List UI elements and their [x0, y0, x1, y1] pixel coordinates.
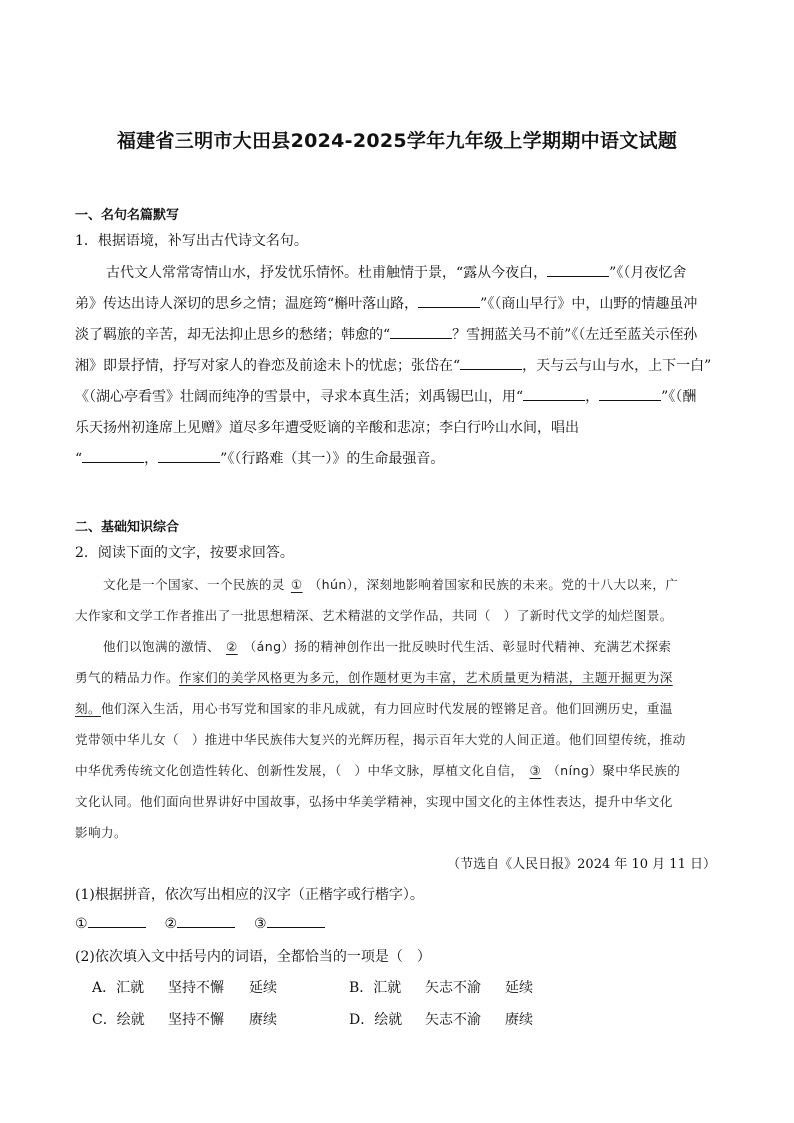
- section-heading-1: 一、名句名篇默写: [75, 208, 180, 223]
- text-segment: 《（湖心亭看雪》壮阔而纯净的雪景中，寻求本真生活；刘禹锡巴山，用“: [75, 389, 524, 405]
- text-segment: ？雪拥蓝关马不前”《（左迁至蓝关示侄孙: [452, 327, 698, 343]
- passage-line: 党带领中华儿女（ ）推进中华民族伟大复兴的光辉历程，揭示百年大党的人间正道。他们回望传统，推动: [75, 732, 686, 747]
- blank-marker-1[interactable]: ①: [290, 577, 303, 592]
- question-2: 2．阅读下面的文字，按要求回答。: [75, 545, 294, 561]
- passage-line: [75, 324, 697, 344]
- passage-line: 影响力。: [75, 825, 127, 840]
- text-segment: （níng）聚中华民族的: [547, 763, 681, 778]
- text-segment: 古代文人常常寄情山水，抒发忧乐情怀。杜甫触情于景，“露从今夜白，: [106, 265, 548, 281]
- text-segment: （áng）扬的精神创作出一批反映时代生活、彰显时代精神、充满艺术探索: [243, 639, 672, 654]
- text-segment: ”《（月夜忆舍: [609, 265, 687, 281]
- passage-line: 大作家和文学工作者推出了一批思想精深、艺术精湛的文学作品，共同（ ）了新时代文学的灿烂图景。: [75, 608, 673, 623]
- passage-line: 乐天扬州初逢席上见赠》道尽多年遭受贬谪的辛酸和悲凉；李白行吟山水间，唱出: [75, 420, 579, 436]
- passage-line: 文化认同。他们面向世界讲好中国故事，弘扬中华美学精神，实现中国文化的主体性表达，提升中华文化: [75, 794, 673, 809]
- blank-marker-3[interactable]: ③: [529, 763, 542, 778]
- answer-blank[interactable]: [390, 326, 452, 339]
- passage-line: [75, 293, 697, 313]
- option-c-word2: 坚持不懈: [168, 1012, 224, 1028]
- option-b-word3: 延续: [505, 980, 533, 996]
- answer-blank-1[interactable]: [88, 915, 146, 928]
- answer-blank-3[interactable]: [267, 915, 325, 928]
- answer-blank[interactable]: [158, 450, 220, 463]
- text-segment: 淡了羁旅的辛苦，却无法抑止思乡的愁绪；韩愈的“: [75, 327, 391, 343]
- answer-row: [75, 915, 325, 932]
- sub-question-2: (2)依次填入文中括号内的词语，全都恰当的一项是（ ）: [75, 949, 431, 965]
- section-heading-2: 二、基础知识综合: [75, 520, 180, 535]
- answer-blank-2[interactable]: [177, 915, 235, 928]
- text-segment: 他们深入生活，用心书写党和国家的非凡成就，有力回应时代发展的铿锵足音。他们回溯历史，重温: [101, 701, 673, 716]
- source-citation: （节选自《人民日报》2024 年 10 月 11 日）: [447, 857, 716, 872]
- text-segment: （hún），深刻地影响着国家和民族的未来。党的十八大以来，广: [308, 577, 679, 592]
- mark-1: ①: [75, 916, 88, 932]
- text-segment: ，: [144, 451, 159, 467]
- question-1: 1．根据语境，补写出古代诗文名句。: [75, 233, 308, 249]
- passage-line: [103, 636, 671, 655]
- text-segment: ”《（酬: [661, 389, 697, 405]
- page-title: 福建省三明市大田县2024-2025学年九年级上学期期中语文试题: [116, 130, 678, 152]
- text-segment: ，: [585, 389, 600, 405]
- answer-blank[interactable]: [523, 388, 585, 401]
- text-segment: 中华优秀传统文化创造性转化、创新性发展，（ ）中华文脉，厚植文化自信，: [75, 763, 524, 778]
- text-segment: “: [75, 451, 83, 467]
- option-b-word2: 矢志不渝: [425, 980, 481, 996]
- passage-line: [103, 574, 678, 593]
- text-segment: 湘》即景抒情，抒写对家人的眷恋及前途未卜的忧虑；张岱在“: [75, 358, 461, 374]
- option-a-word3: 延续: [249, 980, 277, 996]
- text-segment: ”《（商山早行》中，山野的情趣虽冲: [480, 296, 698, 312]
- option-c[interactable]: C．绘就: [92, 1012, 145, 1028]
- passage-line: [75, 760, 680, 779]
- passage-line: [75, 355, 711, 375]
- text-segment: 弟》传达出诗人深切的思乡之情；温庭筠“槲叶落山路，: [75, 296, 419, 312]
- option-a-word2: 坚持不懈: [168, 980, 224, 996]
- option-d[interactable]: D．绘就: [349, 1012, 403, 1028]
- answer-blank[interactable]: [460, 357, 522, 370]
- answer-blank[interactable]: [547, 264, 609, 277]
- text-segment: 他们以饱满的激情、: [103, 639, 220, 654]
- option-a[interactable]: A．汇就: [92, 980, 145, 996]
- answer-blank[interactable]: [82, 450, 144, 463]
- mark-2: ②: [164, 916, 178, 932]
- passage-line: [75, 448, 444, 468]
- passage-line: [75, 698, 673, 717]
- mark-3: ③: [253, 916, 267, 932]
- underlined-sentence: 作家们的美学风格更为多元，创作题材更为丰富，艺术质量更为精湛，主题开掘更为深: [178, 670, 673, 685]
- text-segment: ”《（行路难（其一）》的生命最强音。: [220, 451, 445, 467]
- option-b[interactable]: B．汇就: [349, 980, 402, 996]
- answer-blank[interactable]: [599, 388, 661, 401]
- option-d-word3: 赓续: [505, 1012, 533, 1028]
- blank-marker-2[interactable]: ②: [225, 639, 238, 654]
- text-segment: 勇气的精品力作。: [75, 670, 179, 685]
- passage-line: [106, 262, 686, 282]
- text-segment: ，天与云与山与水，上下一白”: [522, 358, 712, 374]
- option-d-word2: 矢志不渝: [425, 1012, 481, 1028]
- option-c-word3: 赓续: [249, 1012, 277, 1028]
- text-segment: 文化是一个国家、一个民族的灵: [103, 577, 285, 592]
- underlined-sentence: 刻。: [75, 701, 101, 716]
- passage-line: [75, 386, 696, 406]
- sub-question-1: (1)根据拼音，依次写出相应的汉字（正楷字或行楷字）。: [75, 887, 424, 903]
- passage-line: [75, 667, 673, 686]
- answer-blank[interactable]: [418, 295, 480, 308]
